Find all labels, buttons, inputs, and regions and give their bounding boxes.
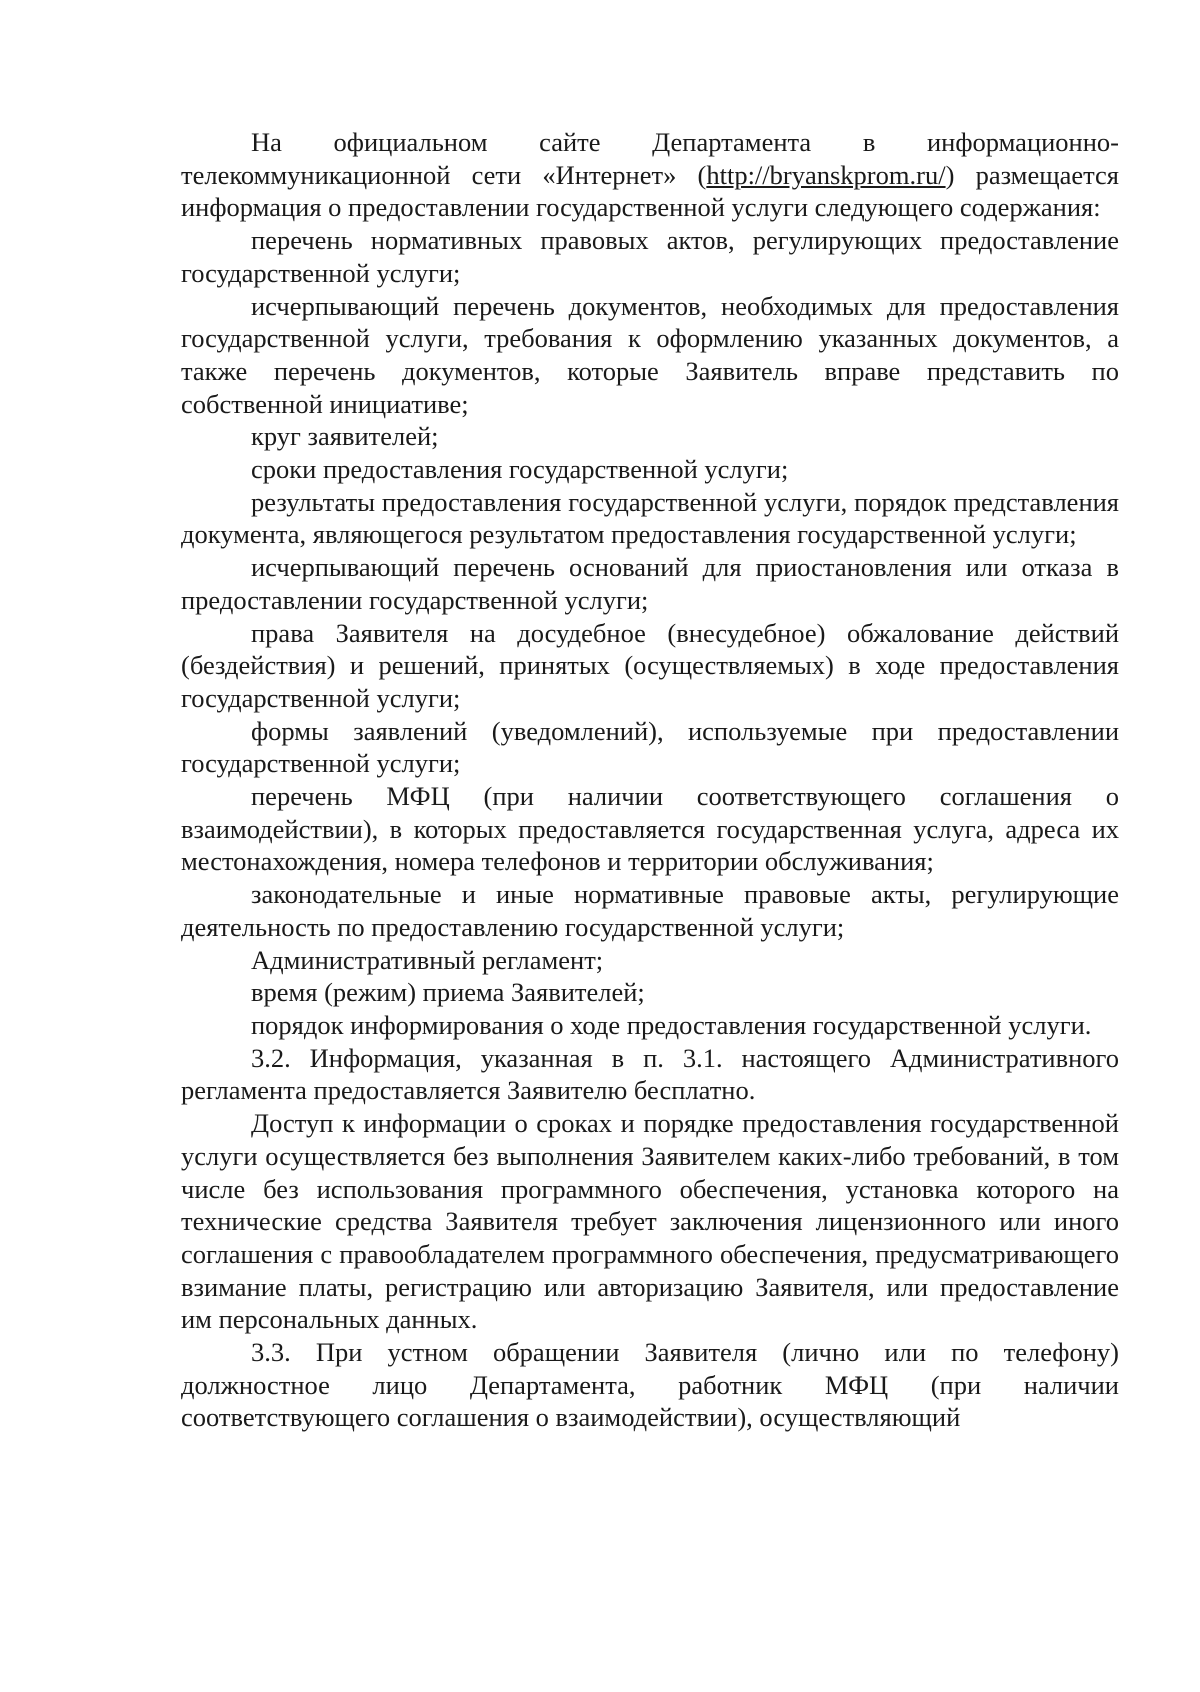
list-item-reception-hours: время (режим) приема Заявителей;: [251, 977, 645, 1008]
list-item-terms: сроки предоставления государственной услуги;: [251, 454, 789, 485]
intro-paragraph: [181, 126, 1119, 224]
list-item-documents: исчерпывающий перечень документов, необходимых для предоставления государственной услуги, требования к оформлению указанных документов, а также перечень документов, которые Заявитель вправе представить по собственной инициативе;: [181, 290, 1119, 419]
list-item-normative-acts: перечень нормативных правовых актов, регулирующих предоставление государственной услуги;: [181, 225, 1119, 288]
list-item-appeal-rights: права Заявителя на досудебное (внесудебное) обжалование действий (бездействия) и решений, принятых (осуществляемых) в ходе предоставления государственной услуги;: [181, 617, 1119, 713]
list-item-applicants: круг заявителей;: [251, 421, 439, 452]
intro-text-after-link: ) размещается информация о предоставлении государственной услуги следующего содержания:: [181, 159, 1119, 223]
access-paragraph: Доступ к информации о сроках и порядке предоставления государственной услуги осуществляется без выполнения Заявителем каких-либо требований, в том числе без использования программного обеспечения, установка которого на технические средства Заявителя требует заключения лицензионного или иного соглашения с правообладателем программного обеспечения, предусматривающего взимание платы, регистрацию или авторизацию Заявителя, или предоставление им персональных данных.: [181, 1108, 1119, 1335]
list-item-legislation: законодательные и иные нормативные правовые акты, регулирующие деятельность по предоставлению государственной услуги;: [181, 879, 1119, 942]
list-item-informing-order: порядок информирования о ходе предоставления государственной услуги.: [251, 1009, 1092, 1040]
list-item-results: результаты предоставления государственной услуги, порядок представления документа, являющегося результатом предоставления государственной услуги;: [181, 486, 1119, 550]
list-item-refusal-grounds: исчерпывающий перечень оснований для приостановления или отказа в предоставлении государственной услуги;: [181, 552, 1119, 615]
section-3-3-paragraph: 3.3. При устном обращении Заявителя (лично или по телефону) должностное лицо Департамента, работник МФЦ (при наличии соответствующего соглашения о взаимодействии), осуществляющий: [181, 1337, 1119, 1433]
intro-text-before-link: На официальном сайте Департамента в информационно-телекоммуникационной сети «Интернет» (: [181, 127, 1119, 190]
department-website-link[interactable]: http://bryanskprom.ru/: [706, 159, 946, 190]
list-item-regulation: Административный регламент;: [251, 944, 604, 975]
document-body: [181, 126, 1119, 1434]
list-item-mfc-list: перечень МФЦ (при наличии соответствующего соглашения о взаимодействии), в которых предоставляется государственная услуга, адреса их местонахождения, номера телефонов и территории обслуживания;: [181, 781, 1119, 877]
list-item-forms: формы заявлений (уведомлений), используемые при предоставлении государственной услуги;: [181, 715, 1119, 779]
section-3-2-paragraph: 3.2. Информация, указанная в п. 3.1. настоящего Административного регламента предоставляется Заявителю бесплатно.: [181, 1042, 1119, 1106]
